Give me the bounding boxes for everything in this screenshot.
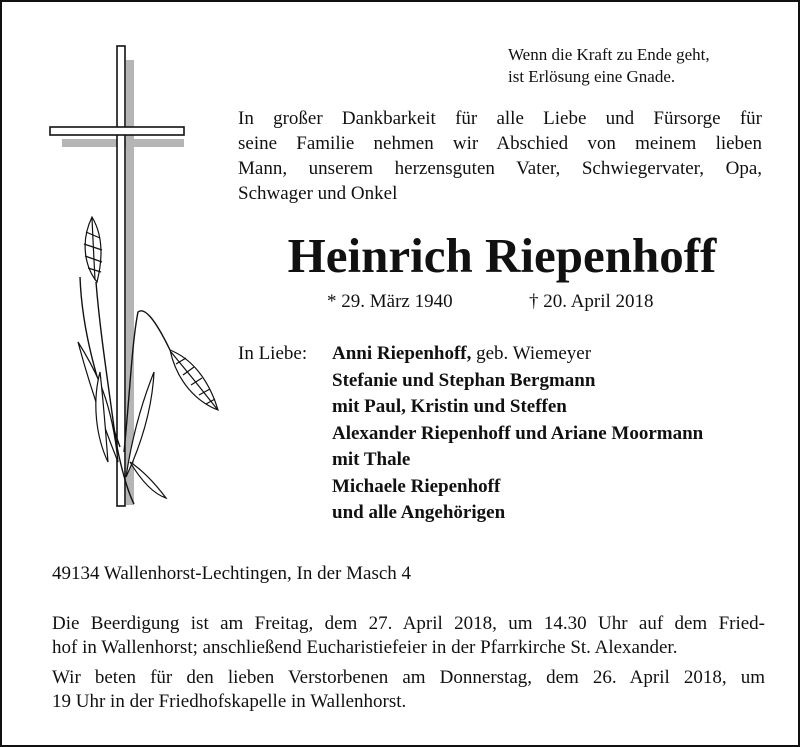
mourner-line <box>332 341 703 368</box>
funeral-line: Die Beerdigung ist am Freitag, dem 27. April 2018, um 14.30 Uhr auf dem Fried- <box>52 613 765 634</box>
mourner-line: Michaele Riepenhoff <box>332 475 501 497</box>
death-date: † 20. April 2018 <box>529 291 654 312</box>
mourners-label: In Liebe: <box>238 343 308 364</box>
mourner-name: Anni Riepenhoff, <box>332 343 472 364</box>
cross-with-wheat-icon <box>42 42 232 522</box>
mourner-line: mit Thale <box>332 449 411 470</box>
intro-text <box>238 106 762 206</box>
address: 49134 Wallenhorst-Lechtingen, In der Masch 4 <box>52 563 412 584</box>
mourner-line: und alle Angehörigen <box>332 502 506 523</box>
mourner-line: Stefanie und Stephan Bergmann <box>332 369 596 391</box>
intro-line: Schwager und Onkel <box>238 183 398 204</box>
motto-line: ist Erlösung eine Gnade. <box>508 67 676 86</box>
intro-line: Mann, unserem herzensguten Vater, Schwiegervater, Opa, <box>238 158 762 179</box>
mourner-line: mit Paul, Kristin und Steffen <box>332 396 567 417</box>
motto-line: Wenn die Kraft zu Ende geht, <box>508 45 710 64</box>
funeral-line: Wir beten für den lieben Verstorbenen am Donnerstag, dem 26. April 2018, um <box>52 667 765 688</box>
funeral-info <box>52 612 765 714</box>
motto <box>508 44 710 88</box>
funeral-line: 19 Uhr in der Friedhofskapelle in Wallenhorst. <box>52 691 407 712</box>
funeral-line: hof in Wallenhorst; anschließend Eucharistiefeier in der Pfarrkirche St. Alexander. <box>52 637 678 658</box>
deceased-name: Heinrich Riepenhoff <box>287 228 717 283</box>
mourner-maiden-name: geb. Wiemeyer <box>471 343 592 364</box>
mourner-line: Alexander Riepenhoff und Ariane Moormann <box>332 422 704 444</box>
intro-line: seine Familie nehmen wir Abschied von meinem lieben <box>238 133 762 154</box>
intro-line: In großer Dankbarkeit für alle Liebe und Fürsorge für <box>238 108 762 129</box>
birth-date: * 29. März 1940 <box>327 291 453 312</box>
mourners-list <box>332 341 703 527</box>
